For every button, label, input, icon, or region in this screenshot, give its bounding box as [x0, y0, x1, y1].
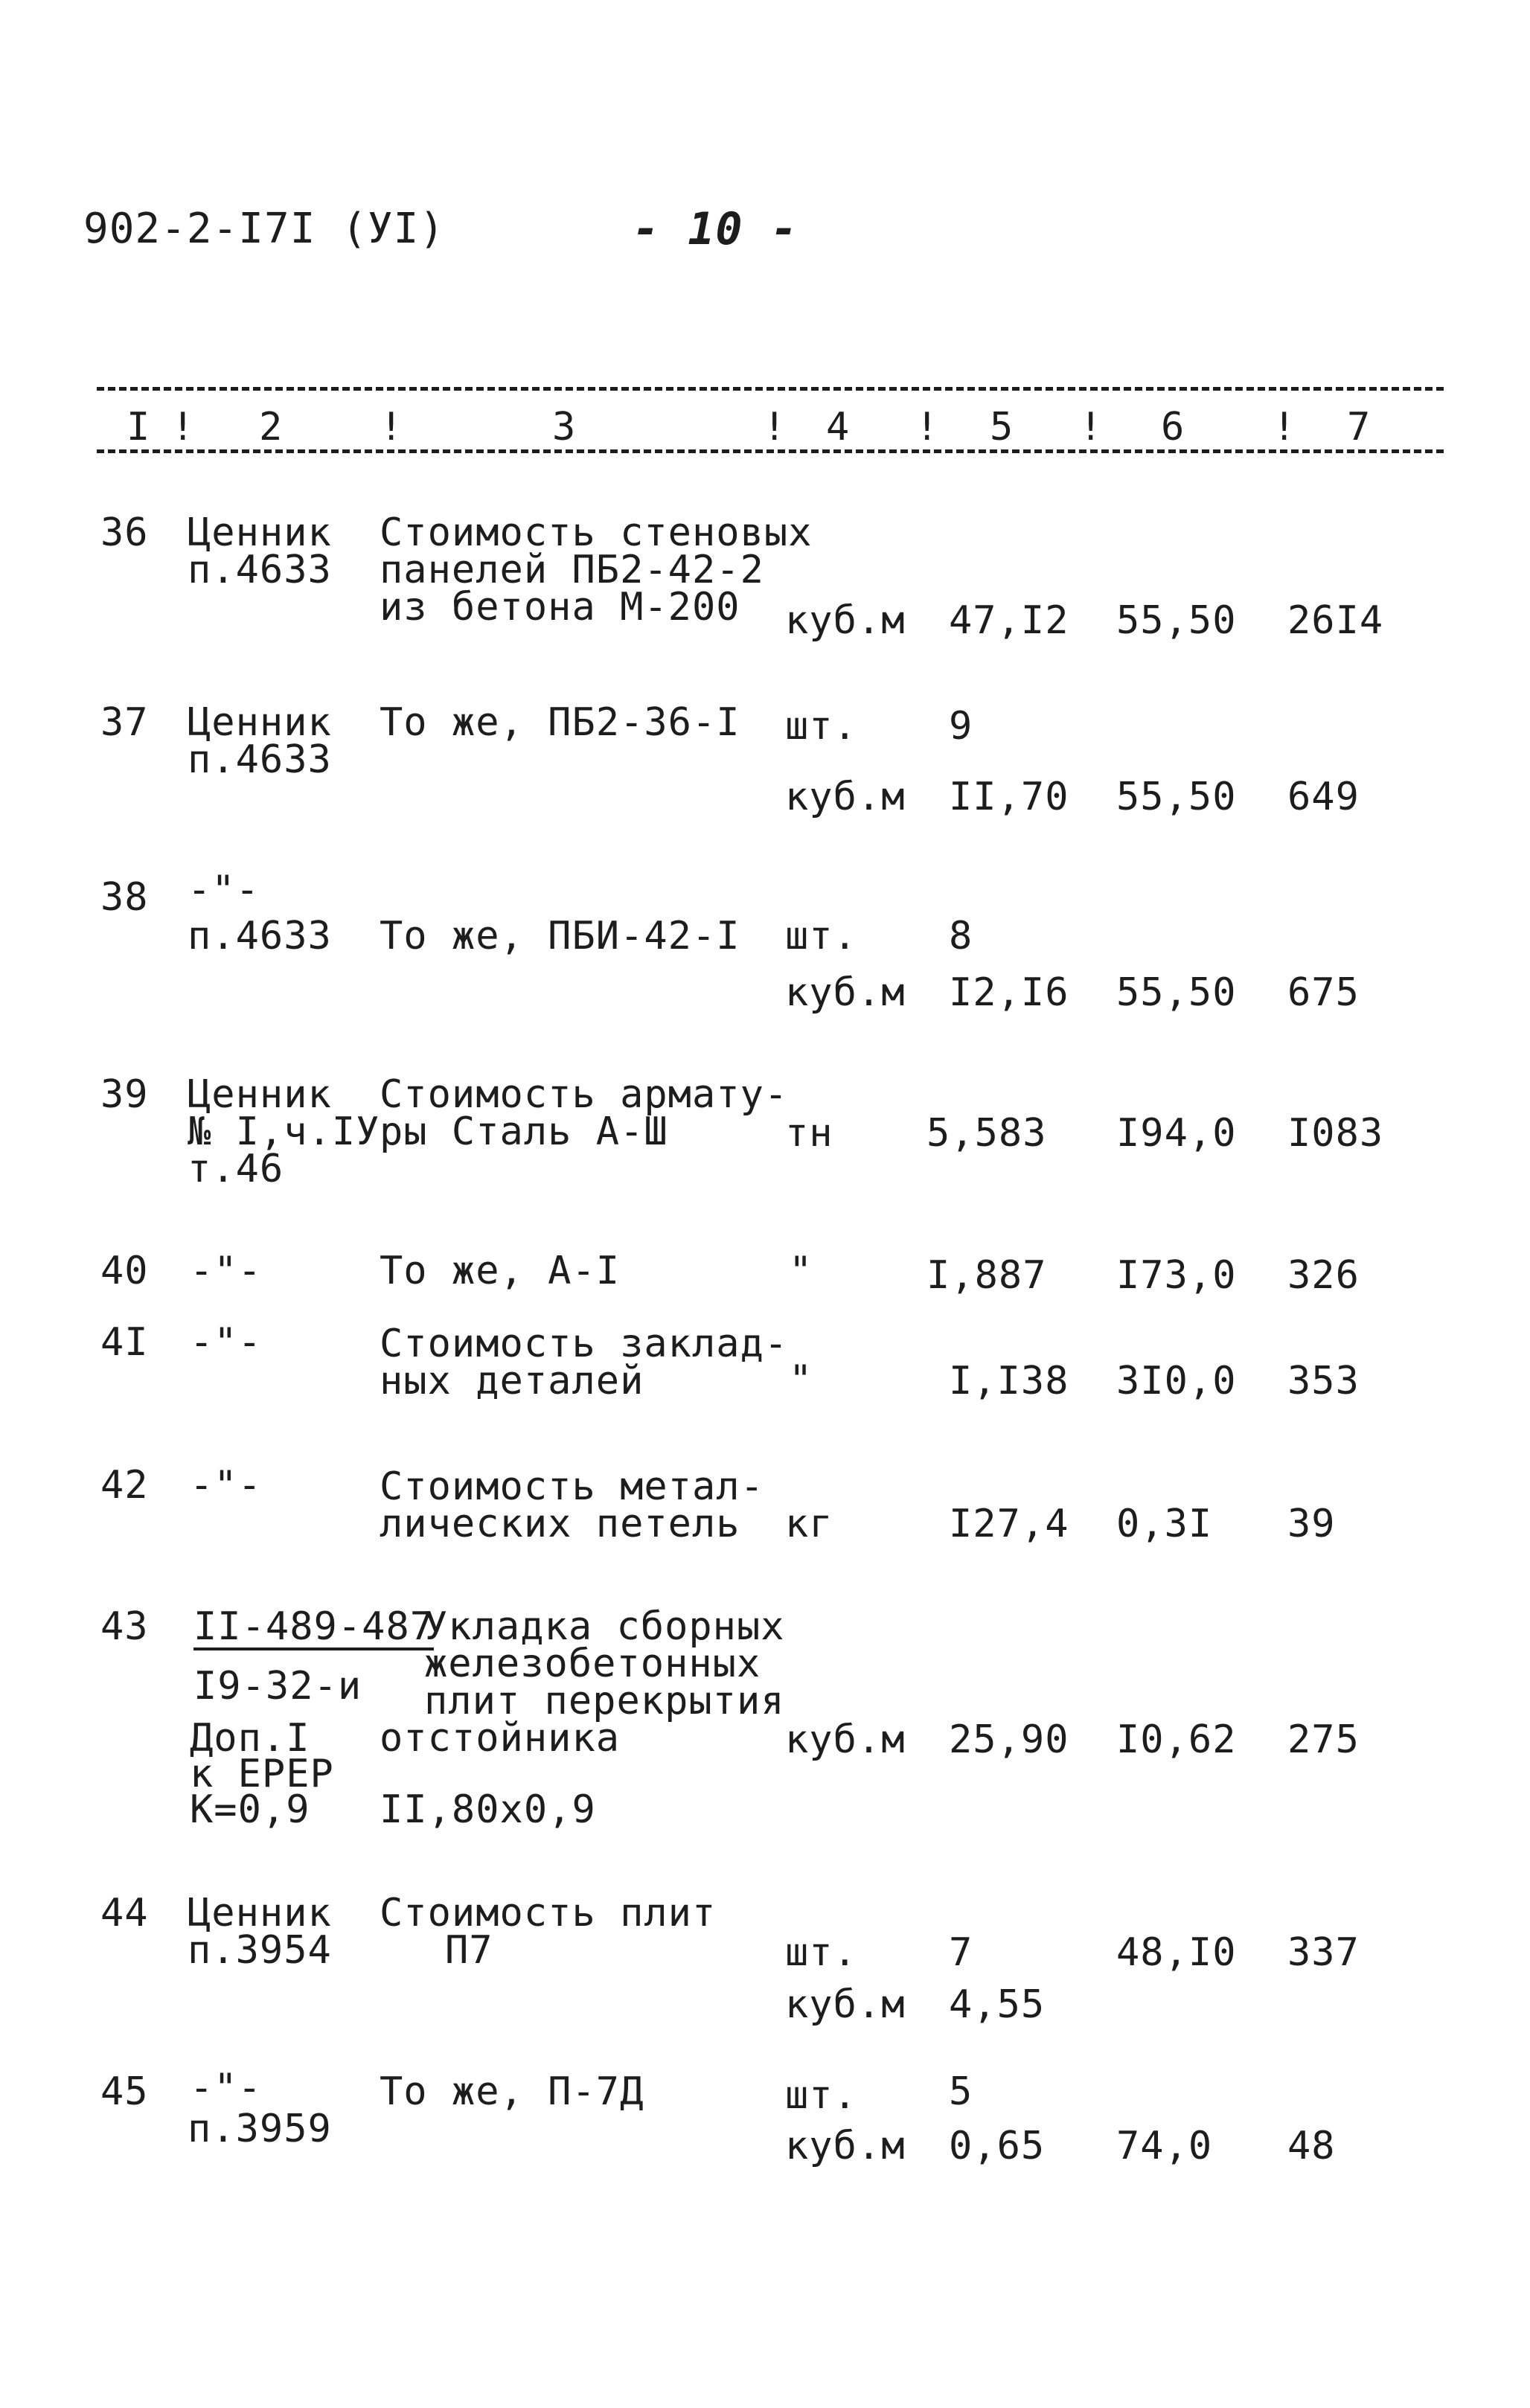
row-total: 26I4: [1287, 598, 1384, 643]
row-unit: куб.м: [785, 2124, 906, 2168]
row-code-line: К=0,9: [190, 1787, 310, 1832]
row-description-line: лических петель: [380, 1502, 740, 1546]
column-number-7: 7: [1347, 405, 1371, 449]
row-price: I0,62: [1116, 1717, 1237, 1762]
row-unit: куб.м: [785, 970, 906, 1015]
row-unit: шт.: [785, 914, 857, 958]
row-description-line: То же, А-I: [380, 1249, 621, 1293]
row-number: 44: [100, 1891, 149, 1935]
row-code-line: т.46: [188, 1147, 284, 1191]
row-quantity: 4,55: [949, 1982, 1046, 2027]
row-description-line: Стоимость заклад-: [380, 1322, 789, 1366]
row-description-line: плит перекрытия: [424, 1679, 785, 1723]
row-price: 55,50: [1116, 970, 1237, 1015]
row-price: 55,50: [1116, 598, 1237, 643]
row-number: 43: [100, 1604, 149, 1649]
row-description-line: ных деталей: [380, 1359, 644, 1403]
header-bottom-rule: [97, 449, 1444, 453]
row-description-line: панелей ПБ2-42-2: [380, 548, 764, 592]
row-code-line: -"-: [190, 1249, 262, 1293]
row-number: 42: [100, 1463, 149, 1508]
column-number-3: 3: [552, 405, 576, 449]
row-quantity: 5,583: [926, 1111, 1047, 1156]
row-unit: шт.: [785, 1930, 857, 1975]
row-quantity: I,I38: [949, 1359, 1069, 1403]
row-description-line: То же, П-7Д: [380, 2069, 644, 2114]
row-price: 74,0: [1116, 2124, 1213, 2168]
row-code-line: Доп.I: [190, 1716, 310, 1761]
row-quantity: I2,I6: [949, 970, 1069, 1015]
column-separator: !: [1079, 405, 1103, 449]
column-separator: !: [171, 405, 195, 449]
row-quantity: I27,4: [949, 1502, 1069, 1546]
column-number-6: 6: [1161, 405, 1185, 449]
row-quantity: 25,90: [949, 1717, 1069, 1762]
row-description-line: Стоимость стеновых: [380, 510, 813, 555]
row-description-line: Стоимость метал-: [380, 1464, 764, 1509]
row-code-line: -"-: [190, 2066, 262, 2110]
row-quantity: 0,65: [949, 2124, 1046, 2168]
row-description-line: П7: [445, 1928, 493, 1973]
row-code-line: II-489-487: [193, 1604, 435, 1649]
row-code-line: Ценник: [188, 1891, 332, 1935]
row-description-line: То же, ПБ2-36-I: [380, 700, 740, 745]
row-total: 275: [1287, 1717, 1360, 1762]
row-code-line: I9-32-и: [193, 1664, 362, 1709]
row-price: 0,3I: [1116, 1502, 1213, 1546]
header-top-rule: [97, 387, 1444, 391]
row-description-line: ры Сталь А-Ш: [380, 1109, 668, 1154]
row-code-line: п.4633: [188, 914, 332, 958]
row-code-line: п.3954: [188, 1928, 332, 1973]
row-unit: куб.м: [785, 598, 906, 643]
column-number-5: 5: [990, 405, 1014, 449]
column-separator: !: [915, 405, 939, 449]
row-code-line: п.3959: [188, 2107, 332, 2151]
row-code-line: -"-: [190, 1463, 262, 1508]
row-code-line: п.4633: [188, 737, 332, 782]
column-number-2: 2: [259, 405, 283, 449]
row-number: 4I: [100, 1320, 149, 1365]
document-code: 902-2-I7I (УI): [83, 205, 446, 253]
row-total: 649: [1287, 775, 1360, 819]
row-description-line: То же, ПБИ-42-I: [380, 914, 740, 958]
row-description-line: отстойника: [380, 1716, 621, 1761]
row-number: 36: [100, 510, 149, 555]
row-price: 3I0,0: [1116, 1359, 1237, 1403]
column-number-1: I: [127, 405, 150, 449]
row-total: I083: [1287, 1111, 1384, 1156]
row-unit: куб.м: [785, 1982, 906, 2027]
row-code-line: п.4633: [188, 548, 332, 592]
row-unit: шт.: [785, 2073, 857, 2118]
row-code-line: Ценник: [188, 1072, 332, 1117]
row-price: I73,0: [1116, 1253, 1237, 1298]
row-quantity: 9: [949, 704, 973, 749]
row-unit: куб.м: [785, 1717, 906, 1762]
row-total: 48: [1287, 2124, 1336, 2168]
row-code-line: к ЕРЕР: [190, 1752, 334, 1796]
row-quantity: 47,I2: [949, 598, 1069, 643]
row-code-line: -"-: [188, 868, 260, 912]
row-unit: кг: [785, 1502, 833, 1546]
row-total: 39: [1287, 1502, 1336, 1546]
row-total: 326: [1287, 1253, 1360, 1298]
row-unit: шт.: [785, 704, 857, 749]
row-description-line: из бетона М-200: [380, 585, 740, 630]
row-number: 45: [100, 2069, 149, 2114]
row-description-line: Укладка сборных: [424, 1604, 785, 1649]
row-description-line: Стоимость армату-: [380, 1072, 789, 1117]
row-quantity: 7: [949, 1930, 973, 1975]
row-total: 337: [1287, 1930, 1360, 1975]
row-unit: ": [789, 1249, 813, 1293]
row-code-line: № I,ч.IУ: [188, 1109, 380, 1154]
column-separator: !: [763, 405, 787, 449]
row-unit: куб.м: [785, 775, 906, 819]
row-code-line: Ценник: [188, 700, 332, 745]
row-number: 40: [100, 1249, 149, 1293]
row-quantity: 5: [949, 2069, 973, 2114]
row-description-line: Стоимость плит: [380, 1891, 717, 1935]
row-number: 37: [100, 700, 149, 745]
row-quantity: 8: [949, 914, 973, 958]
row-quantity: II,70: [949, 775, 1069, 819]
row-quantity: I,887: [926, 1253, 1047, 1298]
row-price: 48,I0: [1116, 1930, 1237, 1975]
row-number: 38: [100, 875, 149, 920]
row-unit: тн: [785, 1111, 833, 1156]
column-separator: !: [380, 405, 403, 449]
row-price: I94,0: [1116, 1111, 1237, 1156]
row-total: 675: [1287, 970, 1360, 1015]
column-header: [97, 381, 1444, 463]
row-total: 353: [1287, 1359, 1360, 1403]
row-description-line: железобетонных: [424, 1642, 761, 1686]
column-separator: !: [1273, 405, 1296, 449]
row-number: 39: [100, 1072, 149, 1117]
row-code-line: Ценник: [188, 510, 332, 555]
row-price: 55,50: [1116, 775, 1237, 819]
page-number: - 10 -: [633, 203, 798, 255]
column-number-4: 4: [826, 405, 850, 449]
row-description-line: II,80х0,9: [380, 1787, 596, 1832]
row-unit: ": [789, 1357, 813, 1402]
row-code-line: -"-: [190, 1320, 262, 1365]
